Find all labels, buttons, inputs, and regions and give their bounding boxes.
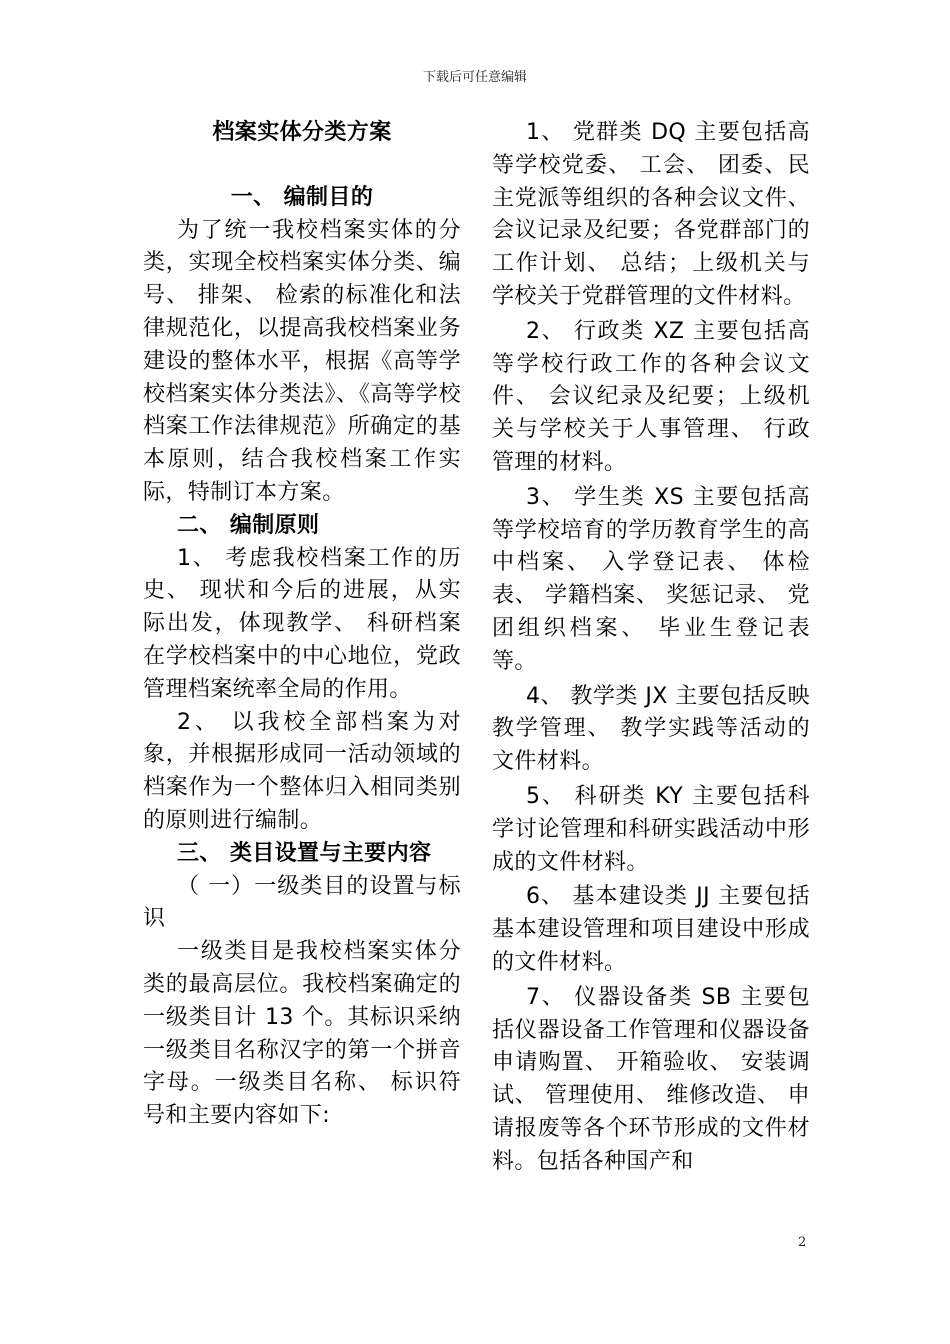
right-column: [492, 117, 810, 1181]
list-item: 7、 仪器设备类 SB 主要包括仪器设备工作管理和仪器设备申请购置、 开箱验收、 安装调试、 管理使用、 维修改造、 申请报废等各个环节形成的文件材料。包括各种国产和: [492, 984, 810, 1174]
page-header: 下载后可任意编辑: [422, 70, 527, 85]
paragraph-purpose: 为了统一我校档案实体的分类，实现全校档案实体分类、编号、 排架、 检索的标准化和法律规范化，以提高我校档案业务建设的整体水平，根据《高等学校档案实体分类法》、《高等学校档案工作法律规范》所确定的基本原则，结合我校档案工作实际，特制订本方案。: [143, 217, 461, 505]
list-item: 2、 行政类 XZ 主要包括高等学校行政工作的各种会议文件、 会议纪录及纪要；上级机关与学校关于人事管理、 行政管理的材料。: [492, 318, 810, 475]
list-item: 1、 党群类 DQ 主要包括高等学校党委、 工会、 团委、民主党派等组织的各种会议文件、 会议记录及纪要；各党群部门的工作计划、 总结；上级机关与学校关于党群管理的文件材料。: [492, 120, 810, 309]
left-column: [143, 117, 461, 1133]
list-item: 6、 基本建设类 JJ 主要包括基本建设管理和项目建设中形成的文件材料。: [492, 884, 810, 975]
paragraph-principle-1: 1、 考虑我校档案工作的历史、 现状和今后的进展，从实际出发，体现教学、 科研档案在学校档案中的中心地位，党政管理档案统率全局的作用。: [143, 545, 461, 702]
paragraph-principle-2: 2、 以我校全部档案为对象，并根据形成同一活动领域的档案作为一个整体归入相同类别的原则进行编制。: [143, 709, 461, 833]
page-number: 2: [798, 1235, 807, 1250]
subheading-first-level: （ 一）一级类目的设置与标识: [143, 873, 461, 932]
section-heading-purpose: 一、 编制目的: [230, 184, 374, 210]
paragraph-first-level: 一级类目是我校档案实体分类的最高层位。我校档案确定的一级类目计 13 个。其标识采纳一级类目名称汉字的第一个拼音字母。一级类目名称、 标识符号和主要内容如下:: [143, 939, 461, 1129]
list-item: 5、 科研类 KY 主要包括科学讨论管理和科研实践活动中形成的文件材料。: [492, 783, 810, 875]
list-item: 3、 学生类 XS 主要包括高等学校培育的学历教育学生的高中档案、 入学登记表、 体检表、 学籍档案、 奖惩记录、 党团组织档案、 毕业生登记表等。: [492, 484, 810, 674]
list-item: 4、 教学类 JX 主要包括反映教学管理、 教学实践等活动的文件材料。: [492, 683, 810, 775]
section-heading-principles: 二、 编制原则: [177, 512, 320, 538]
section-heading-categories: 三、 类目设置与主要内容: [177, 840, 432, 866]
document-title: 档案实体分类方案: [212, 120, 392, 145]
